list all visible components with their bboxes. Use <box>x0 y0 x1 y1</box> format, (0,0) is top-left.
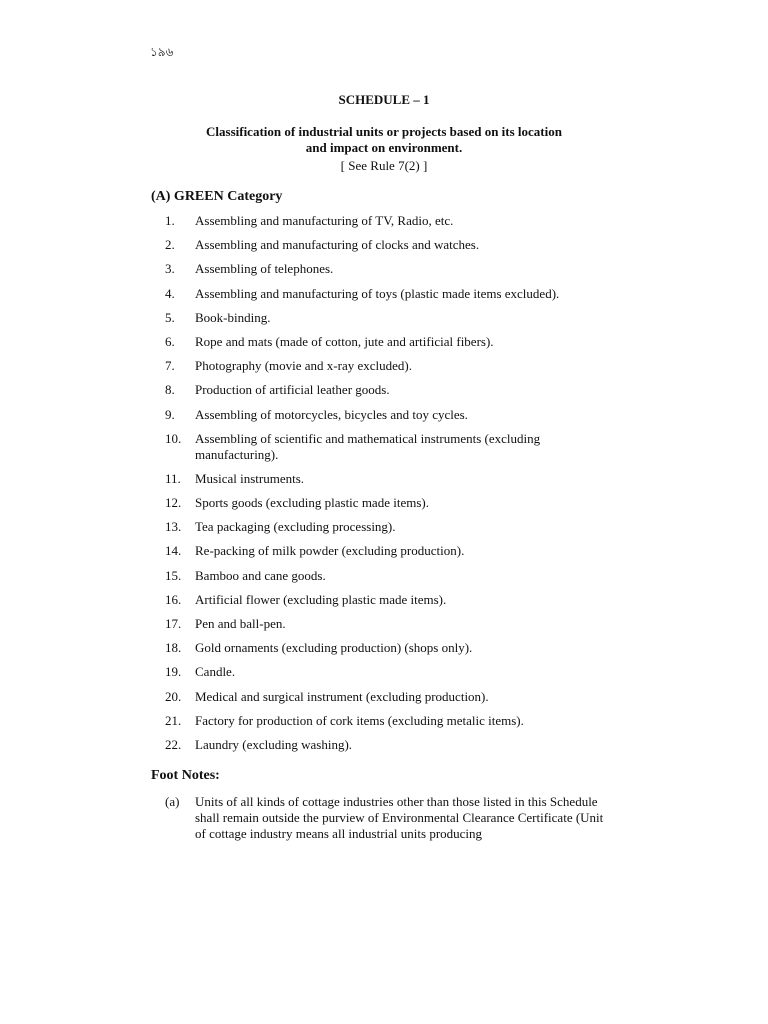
list-item <box>151 471 611 487</box>
list-item <box>151 664 611 680</box>
list-item <box>151 310 611 326</box>
list-item-number: 15. <box>165 567 182 583</box>
list-item-text: Book-binding. <box>195 309 271 325</box>
list-item-number: 12. <box>165 495 182 511</box>
subtitle-line-2: and impact on environment. <box>305 140 463 155</box>
footnote-label: (a) <box>165 794 180 809</box>
list-item <box>151 334 611 350</box>
list-item <box>151 213 611 229</box>
list-item <box>151 431 611 463</box>
list-item-number: 22. <box>165 736 182 752</box>
list-item-text: Musical instruments. <box>195 470 305 486</box>
list-item-text: Factory for production of cork items (excluding metalic items). <box>195 712 524 728</box>
list-item-text: Laundry (excluding washing). <box>195 736 353 752</box>
list-item <box>151 568 611 584</box>
list-item <box>151 543 611 559</box>
list-item-text: Bamboo and cane goods. <box>195 567 326 583</box>
list-item-text: Re-packing of milk powder (excluding production). <box>195 543 465 559</box>
list-item-number: 8. <box>165 382 175 398</box>
list-item-text: Medical and surgical instrument (excluding production). <box>195 688 489 704</box>
list-item-number: 11. <box>165 470 181 486</box>
list-item <box>151 713 611 729</box>
list-item-number: 2. <box>165 237 175 253</box>
list-item-text: Artificial flower (excluding plastic made items). <box>195 591 447 607</box>
list-item-text: Pen and ball-pen. <box>195 616 286 631</box>
list-item-number: 10. <box>165 430 182 446</box>
footnote-a <box>151 794 611 842</box>
list-item <box>151 407 611 423</box>
list-item-text: Production of artificial leather goods. <box>195 382 390 398</box>
list-item <box>151 237 611 253</box>
list-item <box>151 358 611 374</box>
list-item <box>151 382 611 398</box>
list-item-number: 16. <box>165 591 182 607</box>
footnotes-heading: Foot Notes: <box>151 768 220 783</box>
list-item <box>151 495 611 511</box>
rule-reference: [ See Rule 7(2) ] <box>340 158 428 173</box>
list-item-text: Assembling and manufacturing of toys (plastic made items excluded). <box>195 285 560 301</box>
list-item-number: 18. <box>165 640 182 656</box>
list-item <box>151 286 611 302</box>
list-item <box>151 261 611 277</box>
page-number: ১৯৬ <box>150 45 174 59</box>
list-item-text: Candle. <box>195 664 236 680</box>
section-heading-green: (A) GREEN Category <box>151 189 283 204</box>
list-item-number: 1. <box>165 213 175 228</box>
list-item-number: 5. <box>165 309 175 325</box>
list-item-number: 9. <box>165 406 175 422</box>
list-item-text: Assembling of motorcycles, bicycles and toy cycles. <box>195 406 468 422</box>
list-item-number: 7. <box>165 358 175 374</box>
list-item-text: Rope and mats (made of cotton, jute and artificial fibers). <box>195 333 494 349</box>
list-item-number: 21. <box>165 712 182 728</box>
list-item-text: Photography (movie and x-ray excluded). <box>195 358 412 374</box>
list-item-number: 20. <box>165 688 182 704</box>
schedule-title: SCHEDULE – 1 <box>338 92 430 107</box>
list-item-text: Sports goods (excluding plastic made items). <box>195 495 429 511</box>
list-item <box>151 592 611 608</box>
list-item <box>151 689 611 705</box>
list-item-number: 6. <box>165 333 175 349</box>
list-item-text: Gold ornaments (excluding production) (shops only). <box>195 640 473 656</box>
list-item-number: 3. <box>165 261 175 277</box>
footnote-text: Units of all kinds of cottage industries other than those listed in this Schedule shall remain outside the purview of Environmental Clearance Certificate (Unit of cottage industry means all industrial units producing <box>195 794 604 841</box>
list-item-number: 14. <box>165 543 182 559</box>
list-item <box>151 616 611 632</box>
list-item-text: Assembling of telephones. <box>195 261 334 277</box>
green-category-list <box>151 213 611 761</box>
list-item-text: Tea packaging (excluding processing). <box>195 519 396 535</box>
list-item-number: 17. <box>165 616 182 631</box>
list-item-number: 19. <box>165 664 182 680</box>
list-item <box>151 519 611 535</box>
list-item-number: 4. <box>165 285 175 301</box>
subtitle <box>0 124 768 156</box>
list-item-text: Assembling and manufacturing of TV, Radio, etc. <box>195 213 454 228</box>
list-item-text: Assembling of scientific and mathematical instruments (excluding manufacturing). <box>195 430 541 462</box>
list-item <box>151 640 611 656</box>
list-item <box>151 737 611 753</box>
list-item-number: 13. <box>165 519 182 535</box>
list-item-text: Assembling and manufacturing of clocks and watches. <box>195 237 480 253</box>
subtitle-line-1: Classification of industrial units or projects based on its location <box>206 124 562 139</box>
